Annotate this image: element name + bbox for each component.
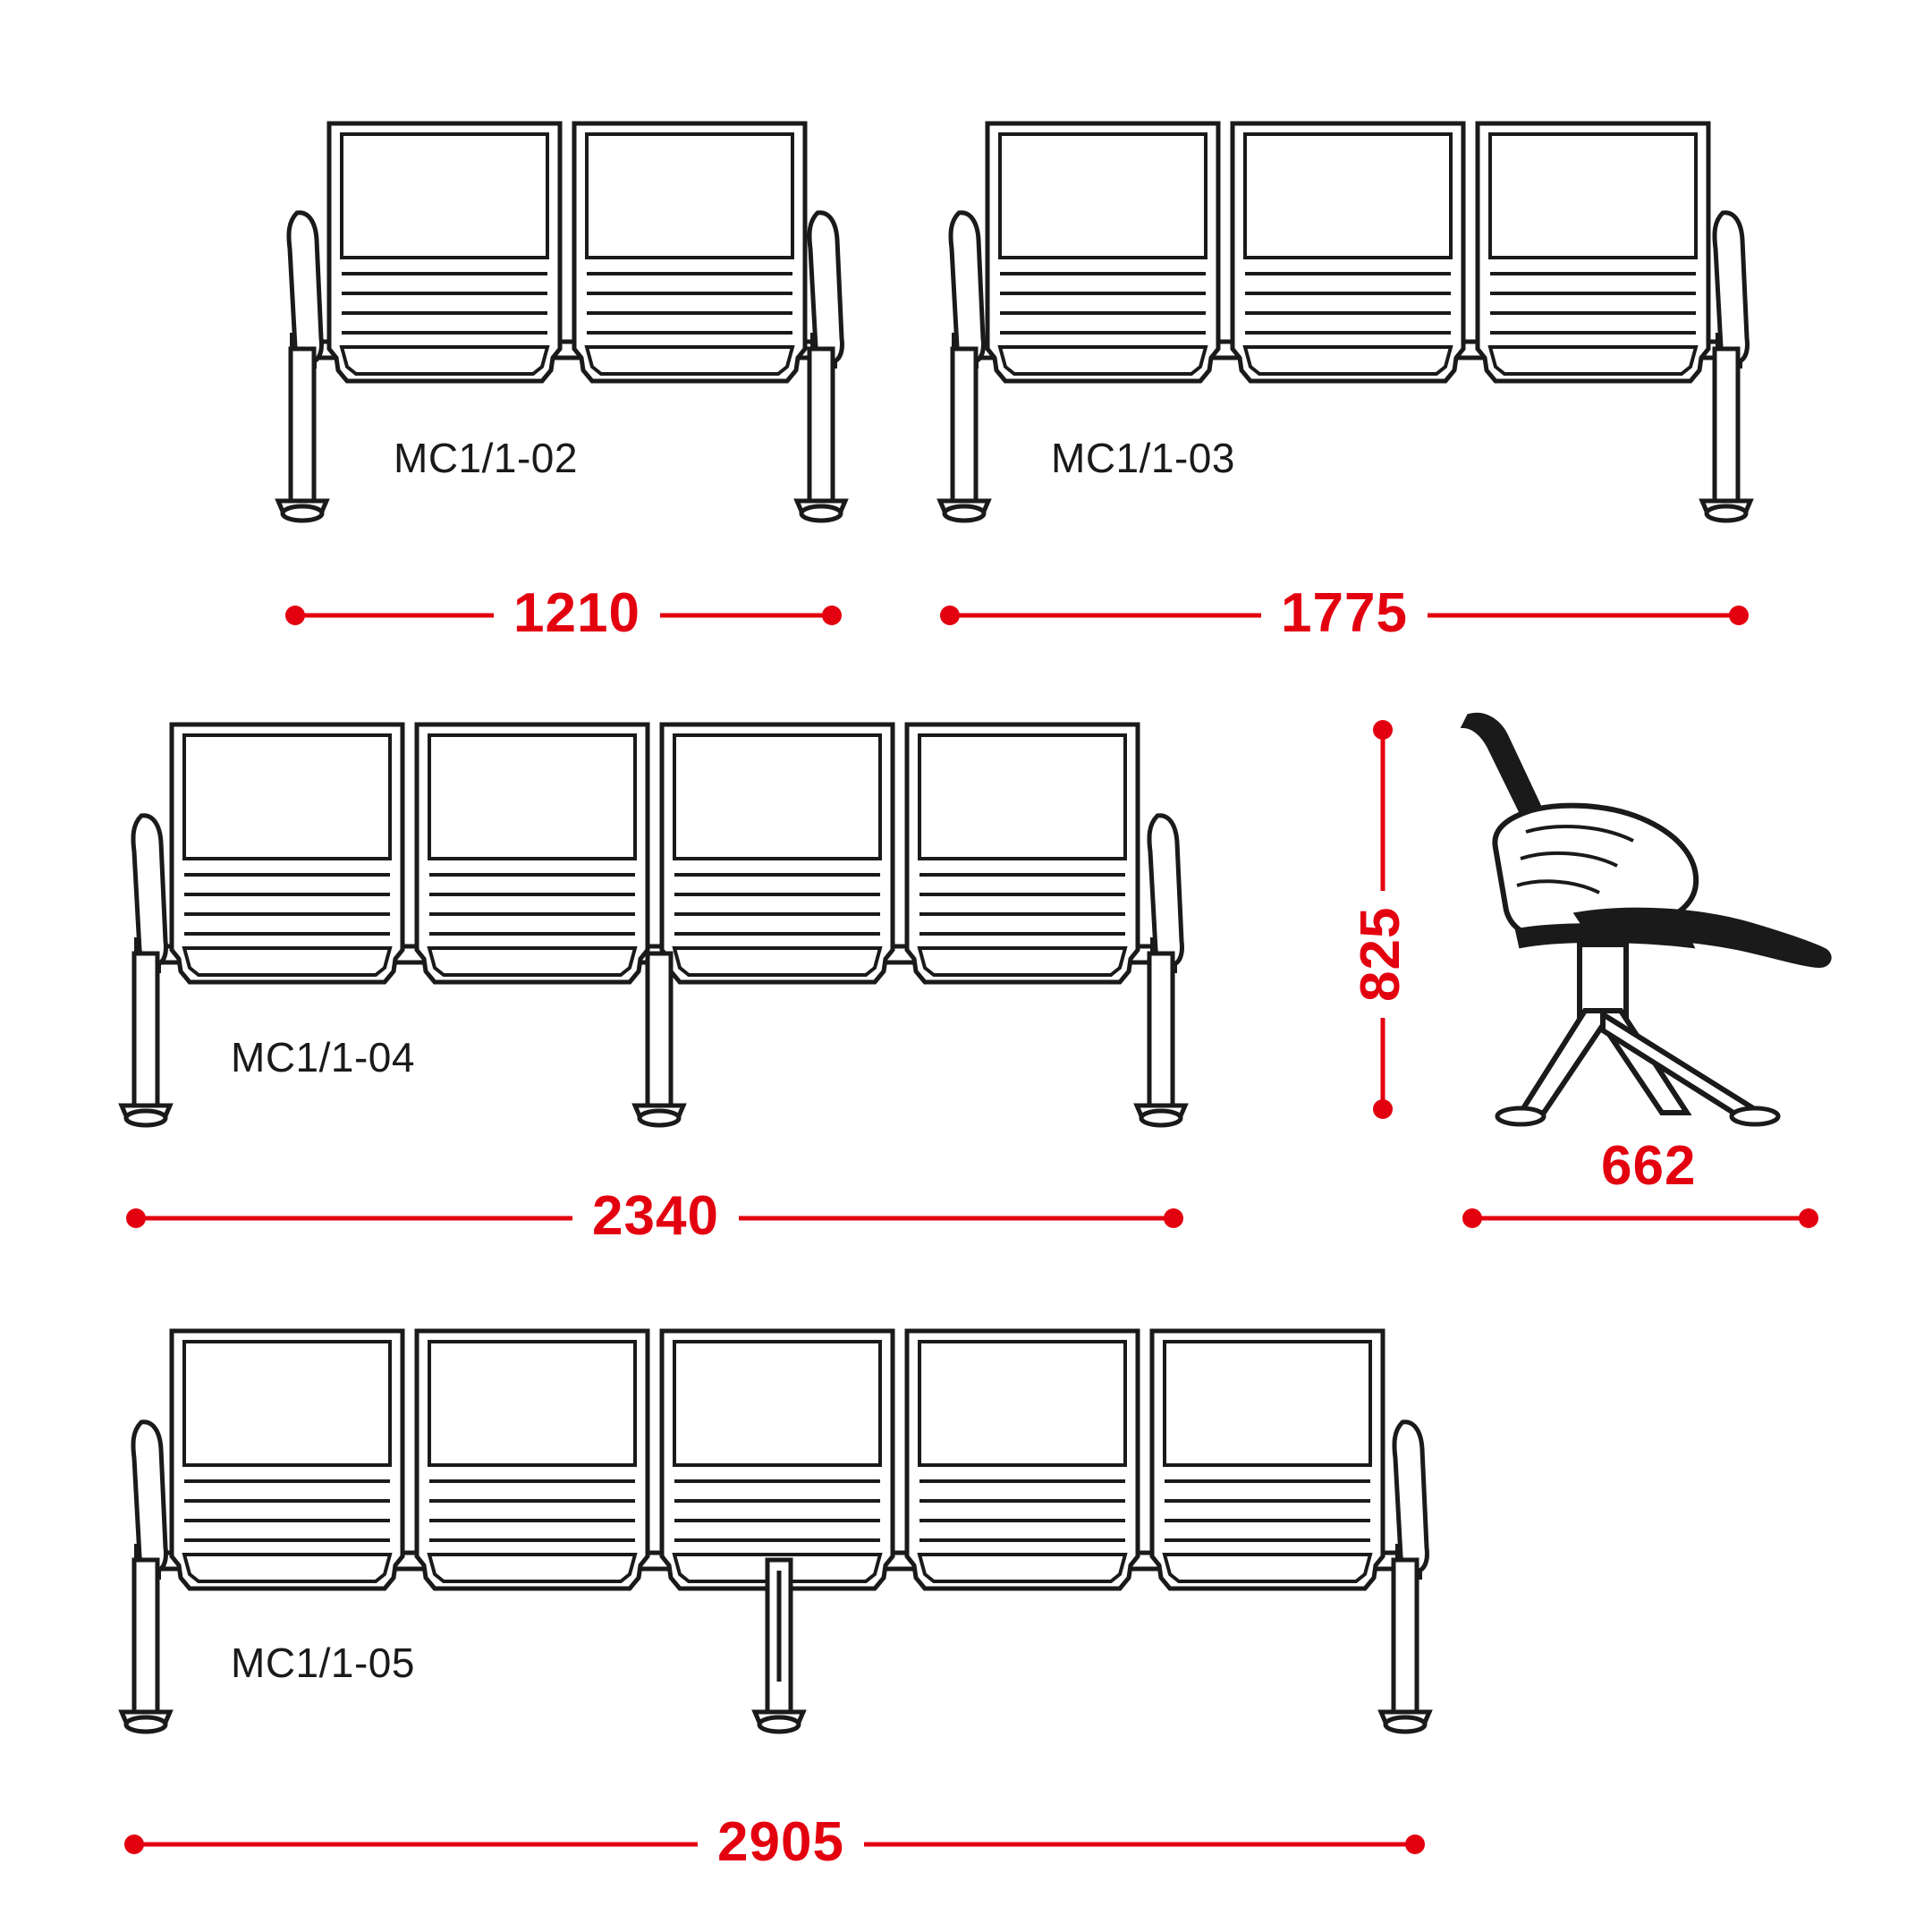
dimension-value-825: 825 [1349,891,1412,1018]
model-label-mc1-1-02: MC1/1-02 [394,435,578,481]
dimension-value-2905: 2905 [698,1810,864,1874]
dimension-value-1775: 1775 [1261,581,1428,645]
model-label-mc1-1-03: MC1/1-03 [1051,435,1235,481]
dimension-value-662: 662 [1581,1134,1716,1198]
dimension-value-2340: 2340 [572,1184,739,1248]
dimension-value-1210: 1210 [494,581,660,645]
side-view-drawing [1463,715,1830,1124]
model-label-mc1-1-05: MC1/1-05 [231,1640,415,1686]
model-label-mc1-1-04: MC1/1-04 [231,1034,415,1080]
dimension-662 [1462,1208,1818,1228]
